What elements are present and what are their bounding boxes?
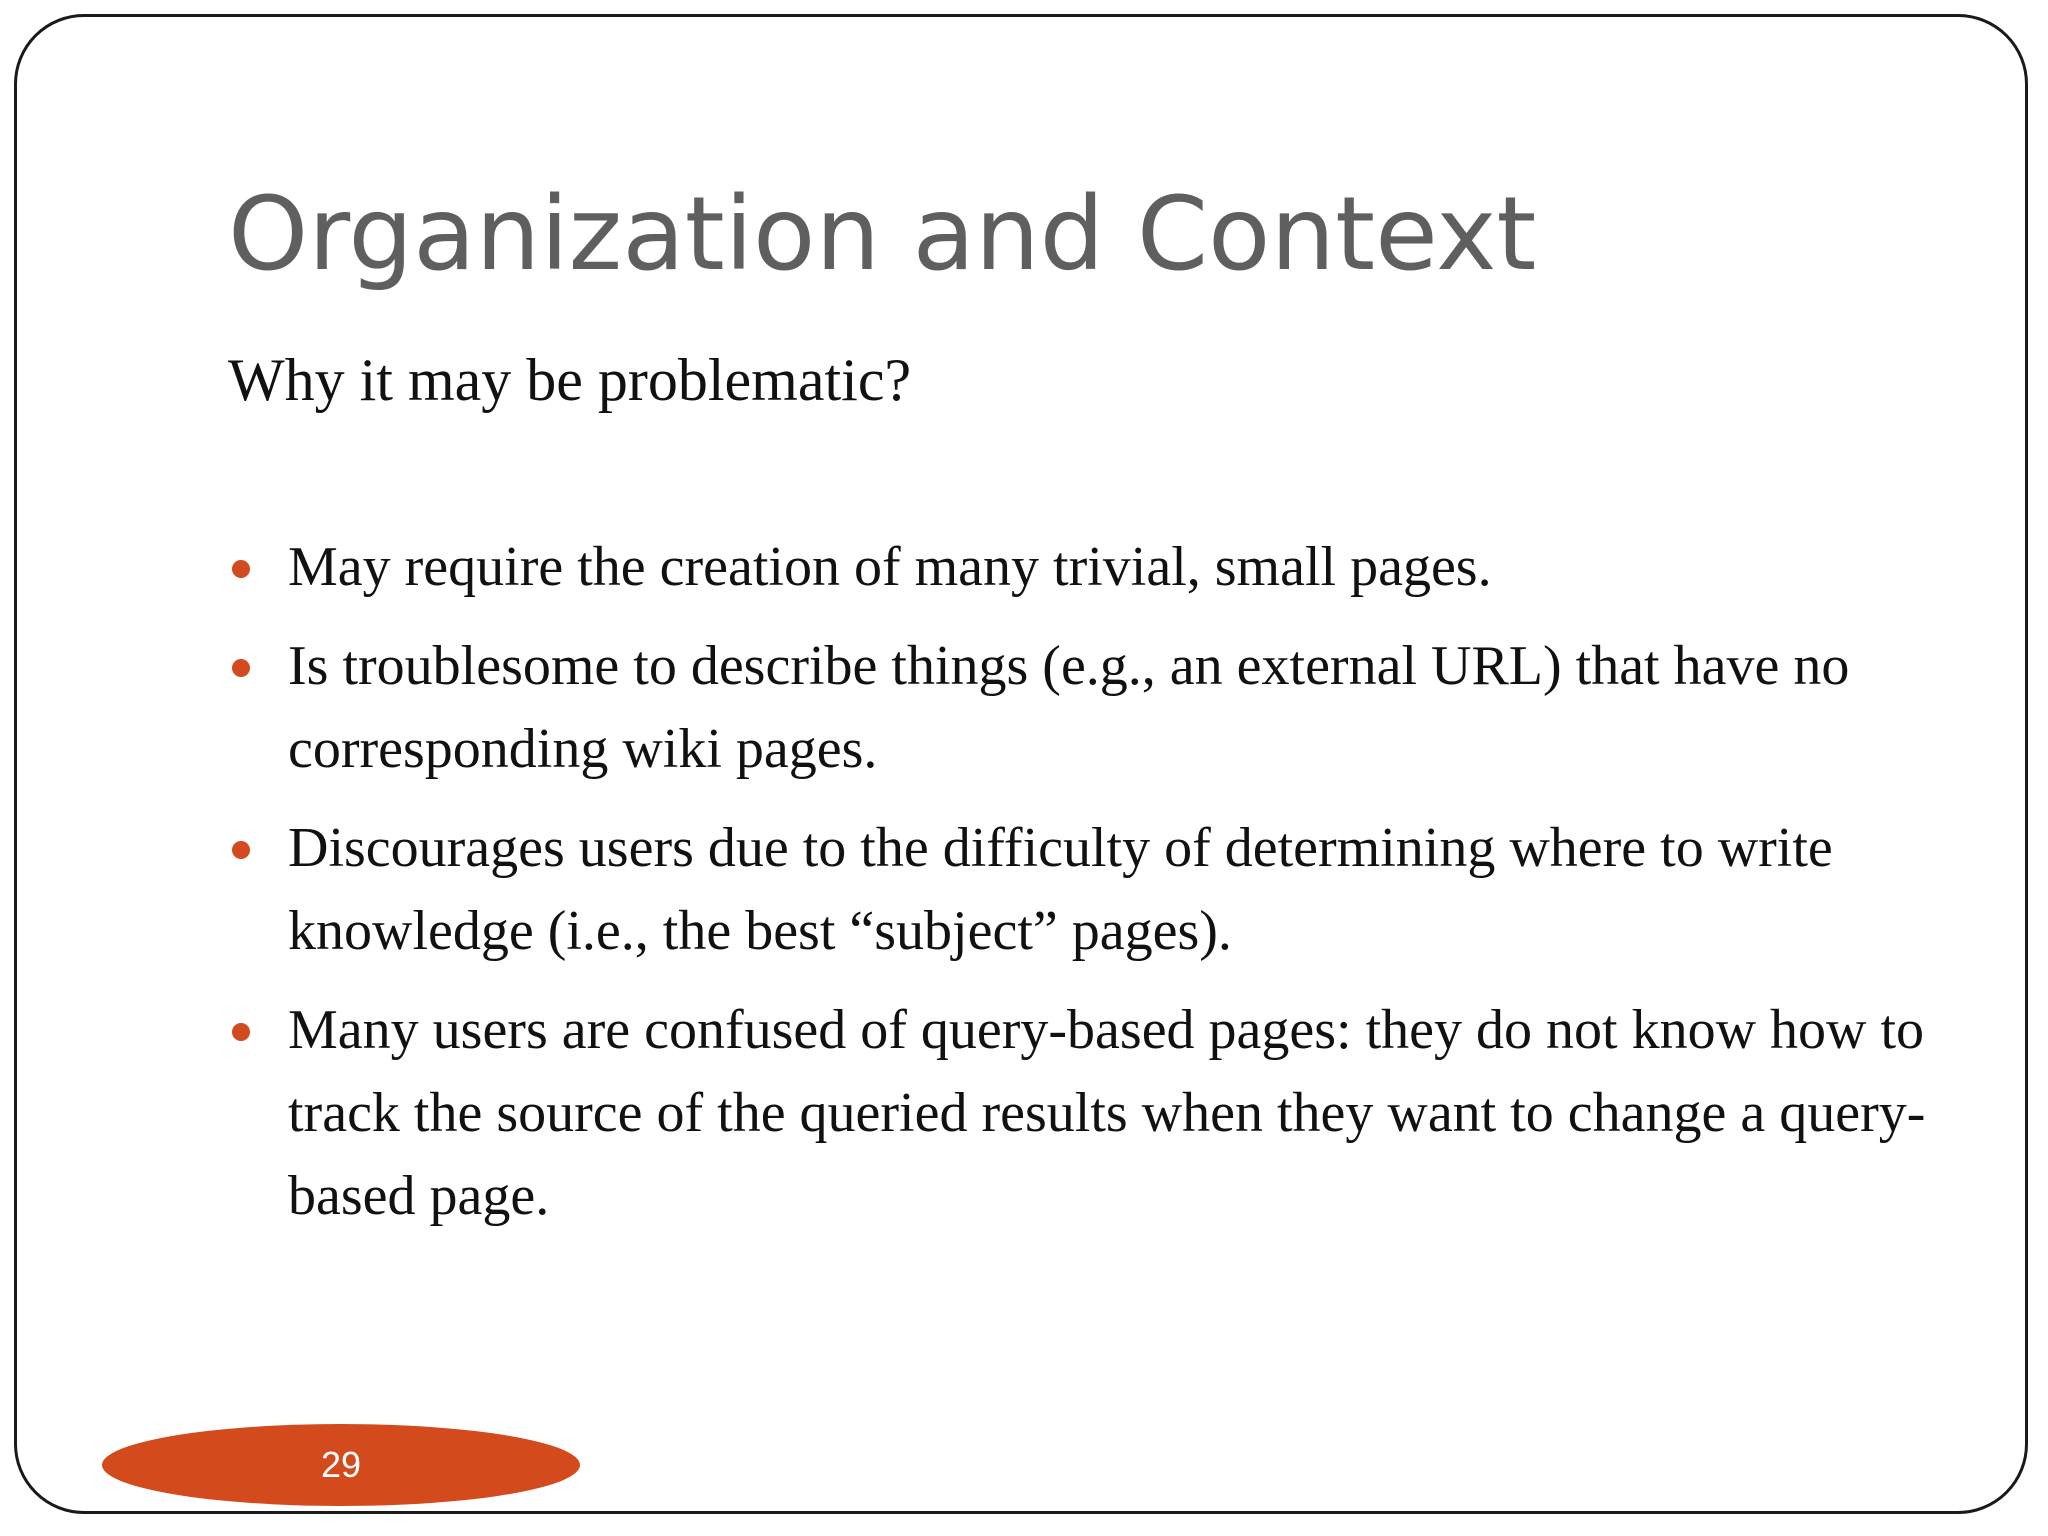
bullet-item — [228, 625, 1948, 791]
bullet-dot-icon — [232, 560, 250, 578]
page-number-badge — [102, 1424, 580, 1506]
bullet-text: Discourages users due to the difficulty of determining where to write knowledge (i.e., the best “subject” pages). — [288, 817, 1833, 962]
slide-subtitle: Why it may be problematic? — [228, 347, 912, 413]
bullet-text: Is troublesome to describe things (e.g., an external URL) that have no corresponding wiki pages. — [288, 635, 1850, 780]
bullet-list — [228, 526, 1948, 1254]
bullet-item — [228, 526, 1948, 609]
bullet-text: May require the creation of many trivial, small pages. — [288, 536, 1492, 598]
bullet-dot-icon — [232, 1023, 250, 1041]
page-number: 29 — [320, 1444, 362, 1485]
bullet-dot-icon — [232, 659, 250, 677]
bullet-item — [228, 989, 1948, 1238]
bullet-dot-icon — [232, 841, 250, 859]
bullet-item — [228, 807, 1948, 973]
bullet-text: Many users are confused of query-based pages: they do not know how to track the source of the queried results when they want to change a query-based page. — [288, 999, 1926, 1227]
slide-title: Organization and Context — [228, 175, 1537, 294]
